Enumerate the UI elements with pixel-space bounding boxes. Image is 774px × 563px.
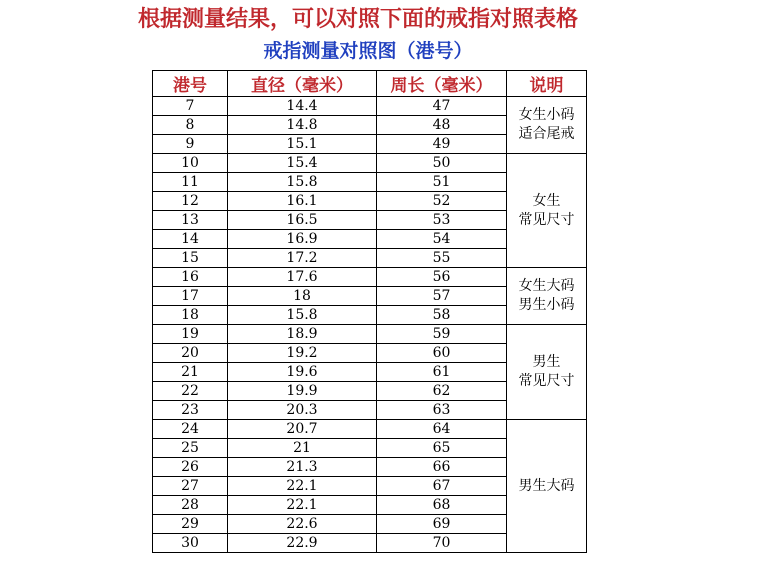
table-row — [153, 154, 587, 173]
note-line: 女生大码 — [518, 278, 575, 294]
diameter-cell: 16.1 — [228, 192, 377, 211]
size-cell: 28 — [153, 496, 228, 515]
circumference-cell: 66 — [377, 458, 507, 477]
size-cell: 21 — [153, 363, 228, 382]
size-cell: 15 — [153, 249, 228, 268]
note-line: 女生小码 — [518, 107, 575, 123]
circumference-cell: 48 — [377, 116, 507, 135]
diameter-cell: 17.2 — [228, 249, 377, 268]
diameter-cell: 19.2 — [228, 344, 377, 363]
circumference-cell: 59 — [377, 325, 507, 344]
diameter-cell: 21.3 — [228, 458, 377, 477]
diameter-cell: 17.6 — [228, 268, 377, 287]
note-cell — [507, 420, 587, 553]
circumference-cell: 69 — [377, 515, 507, 534]
circumference-cell: 63 — [377, 401, 507, 420]
size-cell: 18 — [153, 306, 228, 325]
circumference-cell: 61 — [377, 363, 507, 382]
diameter-cell: 15.8 — [228, 173, 377, 192]
circumference-cell: 60 — [377, 344, 507, 363]
header-size: 港号 — [153, 71, 228, 97]
size-cell: 11 — [153, 173, 228, 192]
diameter-cell: 15.4 — [228, 154, 377, 173]
note-cell — [507, 154, 587, 268]
circumference-cell: 51 — [377, 173, 507, 192]
circumference-cell: 58 — [377, 306, 507, 325]
diameter-cell: 16.5 — [228, 211, 377, 230]
size-cell: 14 — [153, 230, 228, 249]
ring-size-table — [152, 70, 587, 553]
size-cell: 19 — [153, 325, 228, 344]
size-cell: 27 — [153, 477, 228, 496]
circumference-cell: 68 — [377, 496, 507, 515]
size-cell: 29 — [153, 515, 228, 534]
page-headline: 根据测量结果，可以对照下面的戒指对照表格 — [137, 7, 578, 32]
table-row — [153, 325, 587, 344]
diameter-cell: 15.1 — [228, 135, 377, 154]
size-cell: 20 — [153, 344, 228, 363]
size-cell: 25 — [153, 439, 228, 458]
header-circumference: 周长（毫米） — [377, 71, 507, 97]
diameter-cell: 18 — [228, 287, 377, 306]
size-cell: 30 — [153, 534, 228, 553]
circumference-cell: 62 — [377, 382, 507, 401]
diameter-cell: 18.9 — [228, 325, 377, 344]
size-cell: 7 — [153, 97, 228, 116]
size-cell: 9 — [153, 135, 228, 154]
note-line: 男生小码 — [518, 297, 575, 313]
note-cell — [507, 325, 587, 420]
diameter-cell: 14.8 — [228, 116, 377, 135]
diameter-cell: 19.6 — [228, 363, 377, 382]
diameter-cell: 22.6 — [228, 515, 377, 534]
diameter-cell: 22.1 — [228, 496, 377, 515]
circumference-cell: 57 — [377, 287, 507, 306]
chart-title: 戒指测量对照图（港号） — [263, 40, 473, 62]
diameter-cell: 20.7 — [228, 420, 377, 439]
diameter-cell: 15.8 — [228, 306, 377, 325]
note-line: 男生 — [532, 354, 561, 370]
diameter-cell: 14.4 — [228, 97, 377, 116]
table-body — [153, 97, 587, 553]
circumference-cell: 65 — [377, 439, 507, 458]
size-cell: 26 — [153, 458, 228, 477]
note-line: 男生大码 — [518, 477, 575, 494]
diameter-cell: 20.3 — [228, 401, 377, 420]
note-cell — [507, 97, 587, 154]
diameter-cell: 16.9 — [228, 230, 377, 249]
note-line: 女生 — [532, 192, 561, 209]
size-cell: 12 — [153, 192, 228, 211]
table-row — [153, 268, 587, 287]
circumference-cell: 56 — [377, 268, 507, 287]
diameter-cell: 22.1 — [228, 477, 377, 496]
circumference-cell: 50 — [377, 154, 507, 173]
size-cell: 8 — [153, 116, 228, 135]
header-notes: 说明 — [507, 71, 587, 97]
size-cell: 16 — [153, 268, 228, 287]
note-line: 常见尺寸 — [518, 373, 575, 389]
circumference-cell: 54 — [377, 230, 507, 249]
size-cell: 24 — [153, 420, 228, 439]
table-row — [153, 420, 587, 439]
circumference-cell: 52 — [377, 192, 507, 211]
diameter-cell: 19.9 — [228, 382, 377, 401]
size-cell: 13 — [153, 211, 228, 230]
circumference-cell: 49 — [377, 135, 507, 154]
circumference-cell: 55 — [377, 249, 507, 268]
circumference-cell: 64 — [377, 420, 507, 439]
circumference-cell: 70 — [377, 534, 507, 553]
size-cell: 10 — [153, 154, 228, 173]
note-cell — [507, 268, 587, 325]
size-cell: 22 — [153, 382, 228, 401]
table-header-row — [153, 71, 587, 97]
header-diameter: 直径（毫米） — [228, 71, 377, 97]
size-cell: 23 — [153, 401, 228, 420]
note-line: 常见尺寸 — [518, 211, 575, 228]
circumference-cell: 47 — [377, 97, 507, 116]
diameter-cell: 22.9 — [228, 534, 377, 553]
diameter-cell: 21 — [228, 439, 377, 458]
circumference-cell: 67 — [377, 477, 507, 496]
circumference-cell: 53 — [377, 211, 507, 230]
table-row — [153, 97, 587, 116]
size-cell: 17 — [153, 287, 228, 306]
note-line: 适合尾戒 — [518, 126, 575, 142]
